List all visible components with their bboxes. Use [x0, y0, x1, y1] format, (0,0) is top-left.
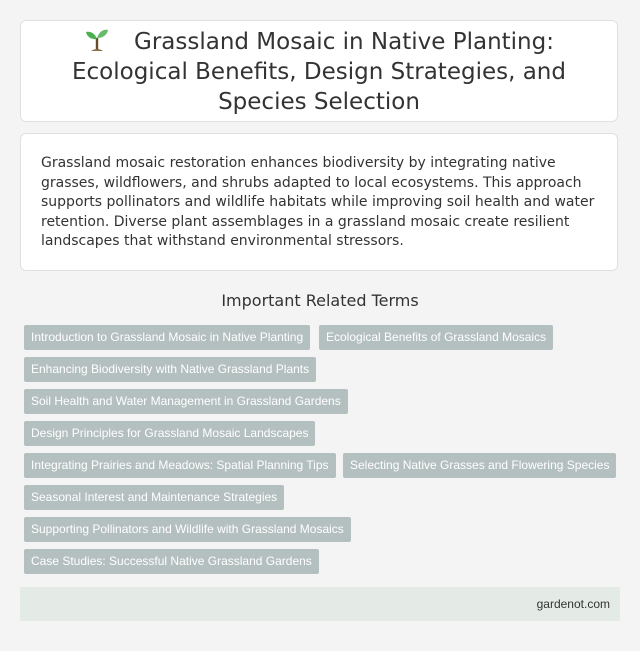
- related-terms-heading: Important Related Terms: [221, 291, 419, 310]
- related-term-tag[interactable]: Enhancing Biodiversity with Native Grassland Plants: [24, 357, 316, 382]
- footer: [20, 587, 620, 621]
- related-term-tag[interactable]: Supporting Pollinators and Wildlife with Grassland Mosaics: [24, 517, 351, 542]
- page-title: [43, 26, 595, 117]
- related-term-tag[interactable]: Ecological Benefits of Grassland Mosaics: [319, 325, 553, 350]
- related-term-tag[interactable]: Selecting Native Grasses and Flowering Species: [343, 453, 616, 478]
- related-term-tag[interactable]: Introduction to Grassland Mosaic in Native Planting: [24, 325, 310, 350]
- sprout-icon: [84, 26, 110, 52]
- page-title-text: Grassland Mosaic in Native Planting: Ecological Benefits, Design Strategies, and Species Selection: [72, 28, 566, 115]
- related-term-tag[interactable]: Design Principles for Grassland Mosaic Landscapes: [24, 421, 315, 446]
- related-term-tag[interactable]: Case Studies: Successful Native Grassland Gardens: [24, 549, 319, 574]
- footer-site-link[interactable]: gardenot.com: [536, 597, 610, 611]
- related-term-tag[interactable]: Integrating Prairies and Meadows: Spatial Planning Tips: [24, 453, 336, 478]
- intro-card: [20, 133, 618, 271]
- intro-text: Grassland mosaic restoration enhances biodiversity by integrating native grasses, wildflowers, and shrubs adapted to local ecosystems. This approach supports pollinators and wildlife habitats while improving soil health and water retention. Diverse plant assemblages in a grassland mosaic create resilient landscapes that withstand environmental stressors.: [41, 155, 595, 250]
- related-term-tag[interactable]: Soil Health and Water Management in Grassland Gardens: [24, 389, 348, 414]
- related-term-tag[interactable]: Seasonal Interest and Maintenance Strategies: [24, 485, 284, 510]
- title-card: [20, 20, 618, 122]
